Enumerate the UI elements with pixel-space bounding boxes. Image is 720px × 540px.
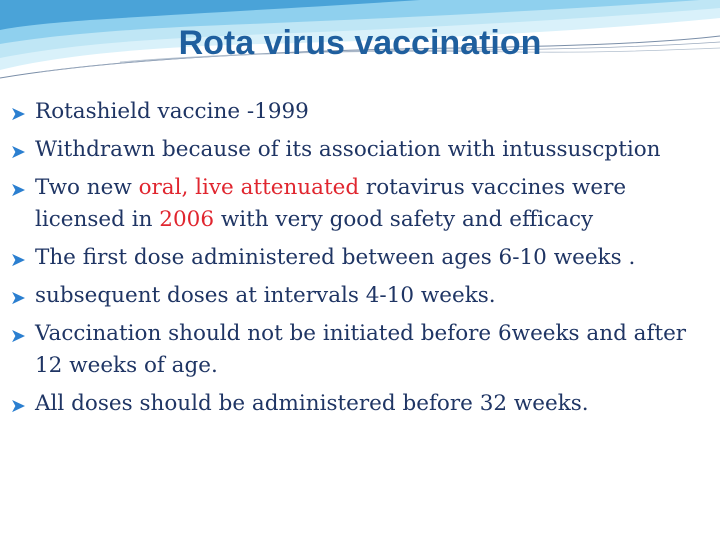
arrow-bullet-icon: ➤ [10, 141, 26, 163]
highlight-year: 2006 [159, 207, 214, 232]
arrow-bullet-icon: ➤ [10, 395, 26, 417]
arrow-bullet-icon: ➤ [10, 179, 26, 201]
bullet-text-part: Two new [35, 175, 139, 200]
slide-title: Rota virus vaccination [178, 24, 542, 62]
bullet-text-part: rotavirus vaccines were licensed in [35, 175, 627, 232]
bullet-text: Rotashield vaccine -1999 [35, 99, 309, 124]
bullet-item [10, 318, 710, 382]
bullet-item [10, 96, 710, 128]
arrow-bullet-icon: ➤ [10, 325, 26, 347]
arrow-bullet-icon: ➤ [10, 249, 26, 271]
bullet-text: The first dose administered between ages 6-10 weeks . [35, 245, 636, 270]
bullet-item [10, 172, 710, 236]
bullet-text: Vaccination should not be initiated before 6weeks and after 12 weeks of age. [35, 321, 687, 378]
bullet-text: All doses should be administered before 32 weeks. [35, 391, 589, 416]
bullet-item [10, 388, 710, 420]
arrow-bullet-icon: ➤ [10, 287, 26, 309]
bullet-list [10, 96, 710, 426]
arrow-bullet-icon: ➤ [10, 103, 26, 125]
bullet-item [10, 242, 710, 274]
bullet-text: Withdrawn because of its association with intussuscption [35, 137, 661, 162]
bullet-text-part: with very good safety and efficacy [214, 207, 594, 232]
bullet-item [10, 280, 710, 312]
highlight-text: oral, live attenuated [138, 175, 360, 200]
bullet-item [10, 134, 710, 166]
bullet-text: subsequent doses at intervals 4-10 weeks. [35, 283, 496, 308]
